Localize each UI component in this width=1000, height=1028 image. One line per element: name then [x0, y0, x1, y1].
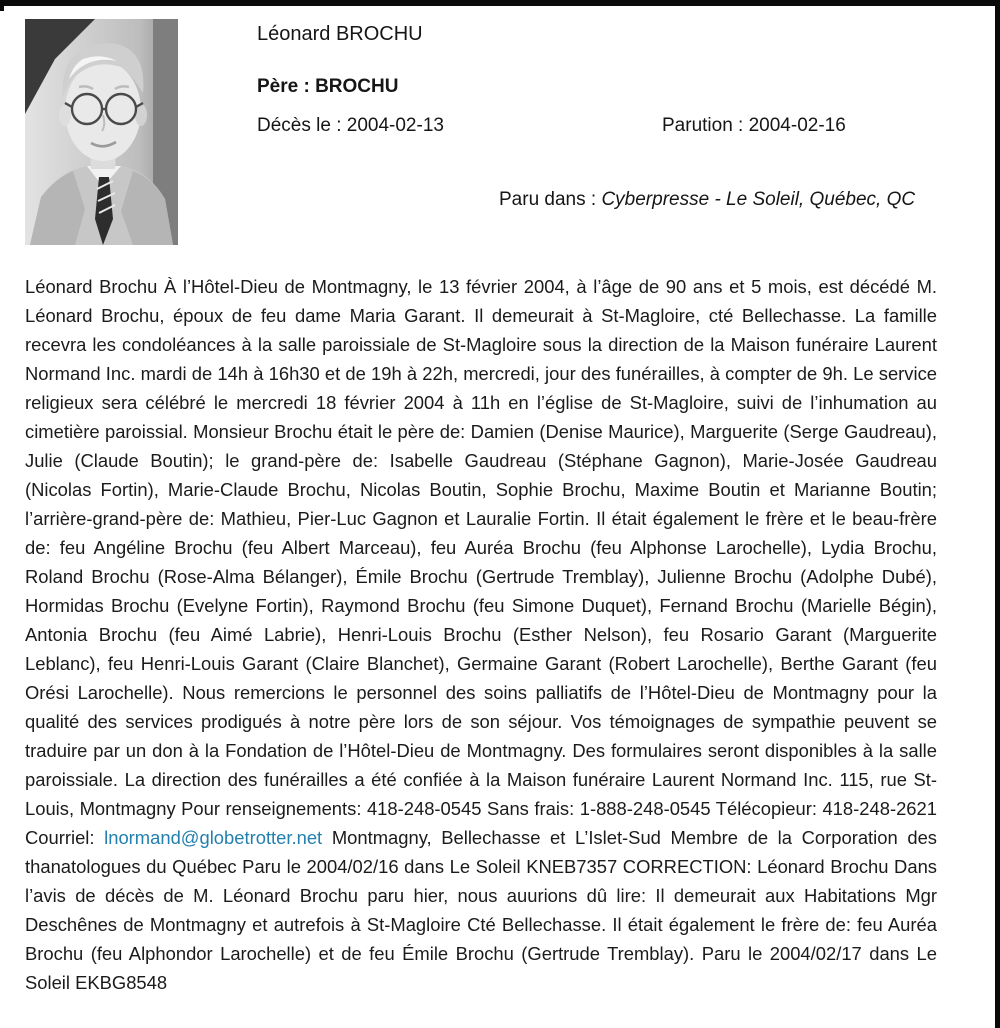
- right-border-bar: [995, 0, 1000, 1028]
- death-date-label: Décès le :: [257, 115, 342, 136]
- left-border-notch: [0, 0, 4, 11]
- top-border-bar: [0, 0, 1000, 6]
- father-name-line: Père : BROCHU: [257, 76, 399, 97]
- publication-source: Cyberpresse - Le Soleil, Québec, QC: [601, 189, 916, 210]
- publication-date-line: [662, 115, 846, 137]
- publication-date-label: Parution :: [662, 115, 744, 136]
- dates-row: [257, 115, 937, 137]
- published-in-label: Paru dans :: [499, 189, 597, 210]
- obituary-text: [25, 272, 937, 997]
- death-date-line: [257, 115, 444, 136]
- obituary-text-part2: Montmagny, Bellechasse et L’Islet-Sud Membre de la Corporation des thanatologues du Québec Paru le 2004/02/16 dans Le Soleil KNEB7357 CORRECTION: Léonard Brochu Dans l’avis de décès de M. Léonard Brochu paru hier, nous auurions dû lire: Il demeurait aux Habitations Mgr Deschênes de Montmagny et autrefois à St-Magloire Cté Bellechasse. Il était également le frère de: feu Auréa Brochu (feu Alphondor Larochelle) et de feu Émile Brochu (Gertrude Tremblay). Paru le 2004/02/17 dans Le Soleil EKBG8548: [25, 827, 937, 993]
- email-link[interactable]: lnormand@globetrotter.net: [104, 827, 323, 848]
- published-in-line: [499, 189, 915, 211]
- obituary-text-part1: Léonard Brochu À l’Hôtel-Dieu de Montmagny, le 13 février 2004, à l’âge de 90 ans et 5 mois, est décédé M. Léonard Brochu, époux de feu dame Maria Garant. Il demeurait à St-Magloire, cté Bellechasse. La famille recevra les condoléances à la salle paroissiale de St-Magloire sous la direction de la Maison funéraire Laurent Normand Inc. mardi de 14h à 16h30 et de 19h à 22h, mercredi, jour des funérailles, à compter de 9h. Le service religieux sera célébré le mercredi 18 février 2004 à 11h en l’église de St-Magloire, suivi de l’inhumation au cimetière paroissial. Monsieur Brochu était le père de: Damien (Denise Maurice), Marguerite (Serge Gaudreau), Julie (Claude Boutin); le grand-père de: Isabelle Gaudreau (Stéphane Gagnon), Marie-Josée Gaudreau (Nicolas Fortin), Marie-Claude Brochu, Nicolas Boutin, Sophie Brochu, Maxime Boutin et Marianne Boutin; l’arrière-grand-père de: Mathieu, Pier-Luc Gagnon et Lauralie Fortin. Il était également le frère et le beau-frère de: feu Angéline Brochu (feu Albert Marceau), feu Auréa Brochu (feu Alphonse Larochelle), Lydia Brochu, Roland Brochu (Rose-Alma Bélanger), Émile Brochu (Gertrude Tremblay), Julienne Brochu (Adolphe Dubé), Hormidas Brochu (Evelyne Fortin), Raymond Brochu (feu Simone Duquet), Fernand Brochu (Marielle Bégin), Antonia Brochu (feu Aimé Labrie), Henri-Louis Brochu (Esther Nelson), feu Rosario Garant (Marguerite Leblanc), feu Henri-Louis Garant (Claire Blanchet), Germaine Garant (Robert Larochelle), Berthe Garant (feu Orési Larochelle). Nous remercions le personnel des soins palliatifs de l’Hôtel-Dieu de Montmagny pour la qualité des services prodigués à notre père lors de son séjour. Vos témoignages de sympathie peuvent se traduire par un don à la Fondation de l’Hôtel-Dieu de Montmagny. Des formulaires seront disponibles à la salle paroissiale. La direction des funérailles a été confiée à la Maison funéraire Laurent Normand Inc. 115, rue St-Louis, Montmagny Pour renseignements: 418-248-0545 Sans frais: 1-888-248-0545 Télécopieur: 418-248-2621 Courriel:: [25, 276, 937, 848]
- publication-date-value: 2004-02-16: [748, 115, 846, 136]
- deceased-name: Léonard BROCHU: [257, 23, 423, 45]
- death-date-value: 2004-02-13: [346, 115, 444, 136]
- portrait-photo: [25, 19, 178, 245]
- portrait-photo-graphic: [25, 19, 178, 245]
